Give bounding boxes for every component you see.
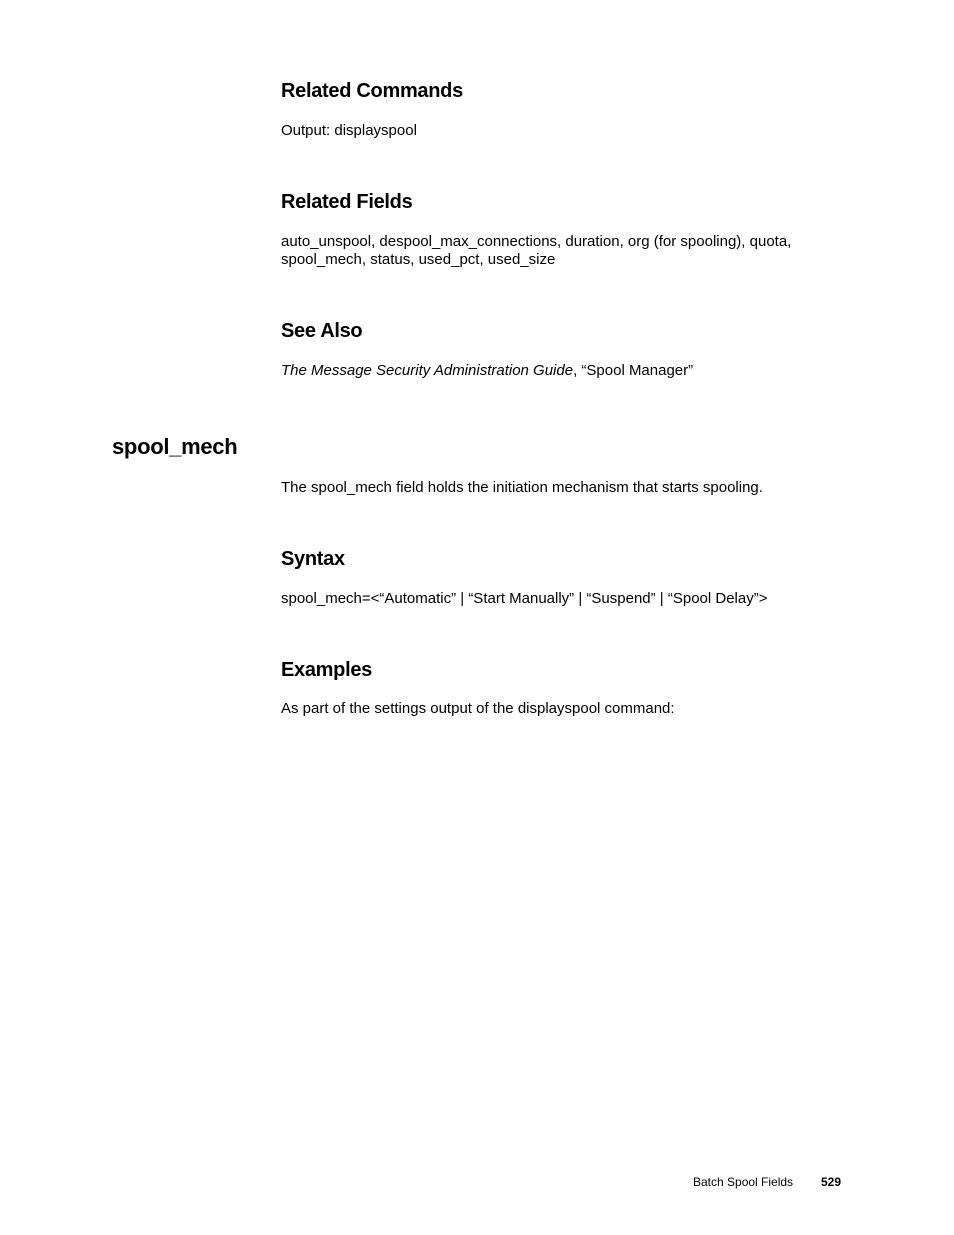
related-fields-line-2: spool_mech, status, used_pct, used_size — [281, 251, 556, 268]
footer-section-title: Batch Spool Fields — [693, 1175, 794, 1189]
see-also-guide-title: The Message Security Administration Guide — [281, 362, 574, 379]
related-commands-heading: Related Commands — [281, 80, 463, 102]
examples-text: As part of the settings output of the displayspool command: — [281, 700, 675, 717]
see-also-heading: See Also — [281, 320, 363, 342]
related-commands-text: Output: displayspool — [281, 122, 417, 139]
syntax-heading: Syntax — [281, 548, 345, 570]
related-fields-heading: Related Fields — [281, 191, 413, 213]
syntax-text: spool_mech=<“Automatic” | “Start Manually” | “Suspend” | “Spool Delay”> — [281, 590, 768, 607]
field-heading: spool_mech — [112, 434, 238, 459]
field-description: The spool_mech field holds the initiation mechanism that starts spooling. — [281, 479, 763, 496]
see-also-text — [281, 362, 693, 380]
see-also-reference: , “Spool Manager” — [573, 362, 694, 379]
related-fields-line-1: auto_unspool, despool_max_connections, duration, org (for spooling), quota, — [281, 233, 792, 250]
examples-heading: Examples — [281, 659, 372, 681]
footer-page-number: 529 — [821, 1175, 842, 1189]
